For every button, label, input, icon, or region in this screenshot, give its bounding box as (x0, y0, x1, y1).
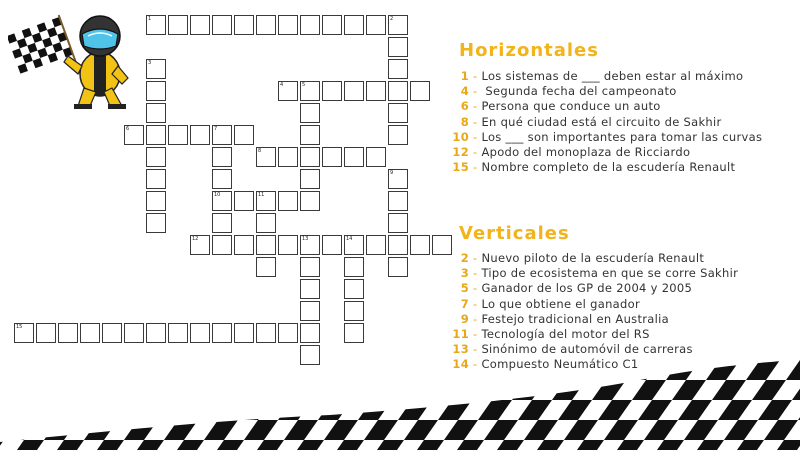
vertical-clue-3 (447, 266, 738, 280)
crossword-cell[interactable] (300, 125, 320, 145)
crossword-cell[interactable] (300, 257, 320, 277)
crossword-cell[interactable] (168, 125, 188, 145)
crossword-cell[interactable] (212, 235, 232, 255)
crossword-cell[interactable] (322, 235, 342, 255)
crossword-cell[interactable] (388, 125, 408, 145)
crossword-cell[interactable] (146, 59, 166, 79)
clue-text: Tipo de ecosistema en que se corre Sakhir (481, 266, 739, 281)
clue-dash: - (473, 327, 478, 341)
clue-number: 3 (460, 266, 469, 281)
crossword-cell[interactable] (344, 301, 364, 321)
crossword-cell[interactable] (256, 235, 276, 255)
clue-dash: - (473, 311, 478, 326)
clue-number: 13 (452, 342, 469, 357)
clue-dash: - (473, 266, 478, 281)
clue-text: Los sistemas de ___ deben estar al máximo (481, 69, 744, 83)
horizontal-clue-8 (447, 115, 722, 129)
crossword-cell[interactable] (388, 59, 408, 79)
crossword-cell[interactable] (36, 323, 56, 343)
crossword-cell[interactable] (388, 191, 408, 211)
horizontal-clue-12 (447, 145, 690, 159)
clue-dash: - (473, 251, 478, 265)
clue-number: 4 (460, 84, 469, 99)
crossword-cell[interactable] (212, 147, 232, 167)
clue-dash: - (473, 145, 478, 159)
clue-text: Ganador de los GP de 2004 y 2005 (481, 281, 693, 296)
clue-dash: - (473, 84, 478, 99)
horizontal-clue-6 (447, 99, 661, 113)
crossword-cell[interactable] (256, 147, 276, 167)
crossword-cell[interactable] (300, 279, 320, 299)
crossword-cell[interactable] (168, 323, 188, 343)
clue-text: Lo que obtiene el ganador (481, 296, 640, 311)
cell-number: 7 (214, 126, 218, 132)
crossword-cell[interactable] (344, 81, 364, 101)
clue-number: 2 (460, 251, 469, 265)
cell-number: 2 (390, 16, 394, 22)
horizontal-clue-4 (447, 84, 677, 98)
crossword-cell[interactable] (366, 81, 386, 101)
cell-number: 4 (280, 82, 284, 88)
clue-text: Segunda fecha del campeonato (481, 84, 677, 99)
crossword-cell[interactable] (366, 15, 386, 35)
vertical-clue-14 (447, 357, 638, 371)
crossword-cell[interactable] (344, 15, 364, 35)
crossword-cell[interactable] (146, 213, 166, 233)
crossword-cell[interactable] (322, 15, 342, 35)
cell-number: 6 (126, 126, 130, 132)
clue-number: 10 (452, 129, 469, 144)
horizontal-heading: Horizontales (459, 40, 599, 61)
vertical-clue-11 (447, 327, 650, 341)
cell-number: 13 (302, 236, 309, 242)
crossword-cell[interactable] (278, 81, 298, 101)
crossword-cell[interactable] (300, 169, 320, 189)
crossword-cell[interactable] (234, 323, 254, 343)
crossword-cell[interactable] (344, 279, 364, 299)
crossword-cell[interactable] (300, 301, 320, 321)
crossword-cell[interactable] (80, 323, 100, 343)
crossword-cell[interactable] (146, 191, 166, 211)
clue-number: 12 (452, 145, 469, 159)
cell-number: 3 (148, 60, 152, 66)
crossword-cell[interactable] (388, 169, 408, 189)
crossword-cell[interactable] (278, 191, 298, 211)
crossword-cell[interactable] (388, 103, 408, 123)
crossword-cell[interactable] (146, 81, 166, 101)
clue-dash: - (473, 296, 478, 311)
crossword-cell[interactable] (344, 323, 364, 343)
clue-number: 14 (452, 357, 469, 372)
crossword-cell[interactable] (300, 235, 320, 255)
crossword-cell[interactable] (146, 125, 166, 145)
cell-number: 9 (390, 170, 394, 176)
cell-number: 12 (192, 236, 199, 242)
crossword-cell[interactable] (322, 81, 342, 101)
vertical-clue-7 (447, 297, 640, 311)
crossword-cell[interactable] (322, 147, 342, 167)
cell-number: 5 (302, 82, 306, 88)
horizontal-clue-1 (447, 69, 743, 83)
clue-dash: - (473, 99, 478, 114)
crossword-cell[interactable] (58, 323, 78, 343)
crossword-cell[interactable] (256, 257, 276, 277)
crossword-cell[interactable] (300, 147, 320, 167)
crossword-cell[interactable] (146, 169, 166, 189)
crossword-cell[interactable] (388, 81, 408, 101)
clue-number: 15 (452, 160, 469, 175)
crossword-cell[interactable] (256, 191, 276, 211)
crossword-cell[interactable] (146, 323, 166, 343)
crossword-cell[interactable] (344, 235, 364, 255)
crossword-cell[interactable] (234, 235, 254, 255)
crossword-cell[interactable] (124, 323, 144, 343)
crossword-cell[interactable] (344, 147, 364, 167)
crossword-cell[interactable] (124, 125, 144, 145)
clue-number: 7 (460, 296, 469, 311)
crossword-cell[interactable] (102, 323, 122, 343)
clue-dash: - (473, 160, 478, 175)
vertical-clue-9 (447, 312, 669, 326)
clue-dash: - (473, 114, 478, 129)
crossword-cell[interactable] (410, 235, 430, 255)
crossword-cell[interactable] (366, 147, 386, 167)
clue-dash: - (473, 281, 478, 296)
crossword-cell[interactable] (388, 37, 408, 57)
crossword-cell[interactable] (300, 81, 320, 101)
crossword-cell[interactable] (190, 125, 210, 145)
clue-dash: - (473, 357, 478, 372)
clue-dash: - (473, 342, 478, 357)
crossword-cell[interactable] (256, 15, 276, 35)
clue-number: 1 (460, 69, 469, 83)
clue-text: Nuevo piloto de la escudería Renault (481, 251, 705, 265)
vertical-heading: Verticales (459, 223, 570, 244)
crossword-cell[interactable] (212, 323, 232, 343)
clue-text: Nombre completo de la escudería Renault (481, 160, 736, 175)
crossword-cell[interactable] (234, 125, 254, 145)
crossword-cell[interactable] (300, 15, 320, 35)
crossword-cell[interactable] (190, 15, 210, 35)
clue-number: 5 (460, 281, 469, 296)
horizontal-clue-15 (447, 160, 735, 174)
clue-number: 9 (460, 311, 469, 326)
crossword-cell[interactable] (278, 323, 298, 343)
clue-text: En qué ciudad está el circuito de Sakhir (481, 114, 722, 129)
crossword-cell[interactable] (300, 103, 320, 123)
crossword-cell[interactable] (256, 213, 276, 233)
crossword-cell[interactable] (234, 15, 254, 35)
crossword-cell[interactable] (388, 213, 408, 233)
cell-number: 11 (258, 192, 265, 198)
cell-number: 8 (258, 148, 262, 154)
crossword-cell[interactable] (300, 345, 320, 365)
crossword-cell[interactable] (168, 15, 188, 35)
crossword-cell[interactable] (278, 15, 298, 35)
clue-text: Festejo tradicional en Australia (481, 311, 669, 326)
crossword-cell[interactable] (366, 235, 386, 255)
crossword-cell[interactable] (146, 103, 166, 123)
crossword-cell[interactable] (190, 323, 210, 343)
clue-text: Tecnología del motor del RS (481, 327, 650, 341)
crossword-cell[interactable] (278, 147, 298, 167)
crossword-cell[interactable] (190, 235, 210, 255)
crossword-cell[interactable] (212, 125, 232, 145)
vertical-clue-5 (447, 281, 692, 295)
crossword-cell[interactable] (14, 323, 34, 343)
crossword-cell[interactable] (388, 15, 408, 35)
vertical-clue-2 (447, 251, 704, 265)
crossword-cell[interactable] (212, 191, 232, 211)
clue-number: 8 (460, 114, 469, 129)
crossword-cell[interactable] (388, 257, 408, 277)
crossword-cell[interactable] (300, 191, 320, 211)
clue-dash: - (473, 129, 478, 144)
crossword-cell[interactable] (410, 81, 430, 101)
crossword-cell[interactable] (344, 257, 364, 277)
crossword-cell[interactable] (146, 147, 166, 167)
crossword-cell[interactable] (234, 191, 254, 211)
crossword-cell[interactable] (256, 323, 276, 343)
clue-text: Apodo del monoplaza de Ricciardo (481, 145, 691, 159)
crossword-cell[interactable] (212, 213, 232, 233)
clue-dash: - (473, 69, 478, 83)
crossword-cell[interactable] (300, 323, 320, 343)
cell-number: 10 (214, 192, 221, 198)
clue-text: Compuesto Neumático C1 (481, 357, 639, 372)
crossword-cell[interactable] (388, 235, 408, 255)
horizontal-clue-10 (447, 130, 762, 144)
clue-number: 11 (452, 327, 469, 341)
cell-number: 15 (16, 324, 23, 330)
clue-number: 6 (460, 99, 469, 114)
cell-number: 14 (346, 236, 353, 242)
clue-text: Los ___ son importantes para tomar las curvas (481, 129, 763, 144)
crossword-cell[interactable] (146, 15, 166, 35)
vertical-clue-13 (447, 342, 693, 356)
crossword-cell[interactable] (212, 15, 232, 35)
clue-text: Persona que conduce un auto (481, 99, 661, 114)
clue-text: Sinónimo de automóvil de carreras (481, 342, 693, 357)
crossword-cell[interactable] (278, 235, 298, 255)
cell-number: 1 (148, 16, 152, 22)
crossword-cell[interactable] (212, 169, 232, 189)
